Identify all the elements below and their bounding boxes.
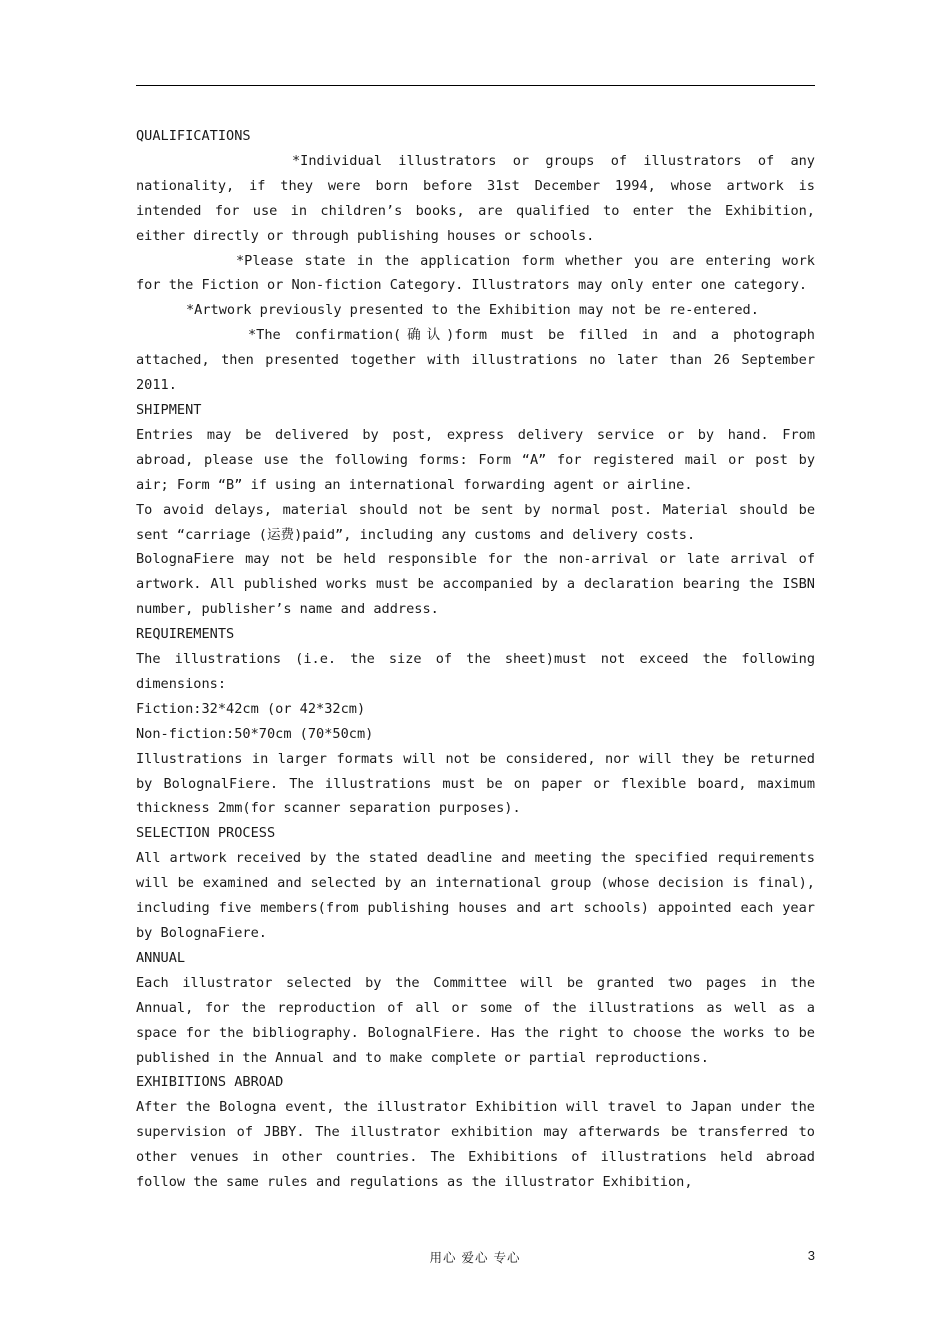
heading-selection-process: SELECTION PROCESS [136,825,276,842]
paragraph: Entries may be delivered by post, express delivery service or by hand. From abroad, please use the following forms: Form “A” for registered mail or post by air; Form “B” if using an international forwarding agent or airline. [136,426,815,493]
paragraph: To avoid delays, material should not be sent by normal post. Material should be sent “carriage (运费)paid”, including any customs and delivery costs. [136,501,815,543]
heading-qualifications: QUALIFICATIONS [136,128,251,144]
header-rule [136,85,815,86]
heading-exhibitions-abroad: EXHIBITIONS ABROAD [136,1074,284,1091]
paragraph: All artwork received by the stated deadline and meeting the specified requirements will be examined and selected by an international group (whose decision is final), including five members(from publishing houses and art schools) appointed each year by BolognaFiere. [136,850,815,941]
page-number: 3 [807,1248,815,1263]
paragraph: The illustrations (i.e. the size of the sheet)must not exceed the following dimensions: [136,651,815,692]
paragraph: After the Bologna event, the illustrator Exhibition will travel to Japan under the supervision of JBBY. The illustrator exhibition may afterwards be transferred to other venues in other countries. The Exhibitions of illustrations held abroad follow the same rules and regulations as the illustrator Exhibition, [136,1099,815,1191]
footer-slogan: 用心 爱心 专心 [429,1250,521,1265]
paragraph: Each illustrator selected by the Committee will be granted two pages in the Annual, for the reproduction of all or some of the illustrations as well as a space for the bibliography. BolognalFiere. Has the right to choose the works to be published in the Annual and to make complete or partial reproductions. [136,974,815,1066]
document-body [136,124,815,1195]
paragraph: *The confirmation(确认)form must be filled in and a photograph attached, then presented together with illustrations no later than 26 September 2011. [136,327,815,394]
heading-requirements: REQUIREMENTS [136,626,235,643]
paragraph: *Please state in the application form whether you are entering work for the Fiction or Non-fiction Category. Illustrators may only enter one category. [136,252,815,294]
paragraph: Fiction:32*42cm (or 42*32cm) [136,700,366,717]
heading-shipment: SHIPMENT [136,401,202,418]
paragraph: *Artwork previously presented to the Exhibition may not be re-entered. [186,302,759,319]
paragraph: Non-fiction:50*70cm (70*50cm) [136,725,374,742]
paragraph: BolognaFiere may not be held responsible for the non-arrival or late arrival of artwork. All published works must be accompanied by a declaration bearing the ISBN number, publisher’s name and address. [136,551,815,618]
paragraph: Illustrations in larger formats will not be considered, nor will they be returned by BolognalFiere. The illustrations must be on paper or flexible board, maximum thickness 2mm(for scanner separation purposes). [136,750,815,817]
paragraph: *Individual illustrators or groups of illustrators of any nationality, if they were born before 31st December 1994, whose artwork is intended for use in children’s books, are qualified to enter the Exhibition, either directly or through publishing houses or schools. [136,152,815,244]
heading-annual: ANNUAL [136,949,186,966]
